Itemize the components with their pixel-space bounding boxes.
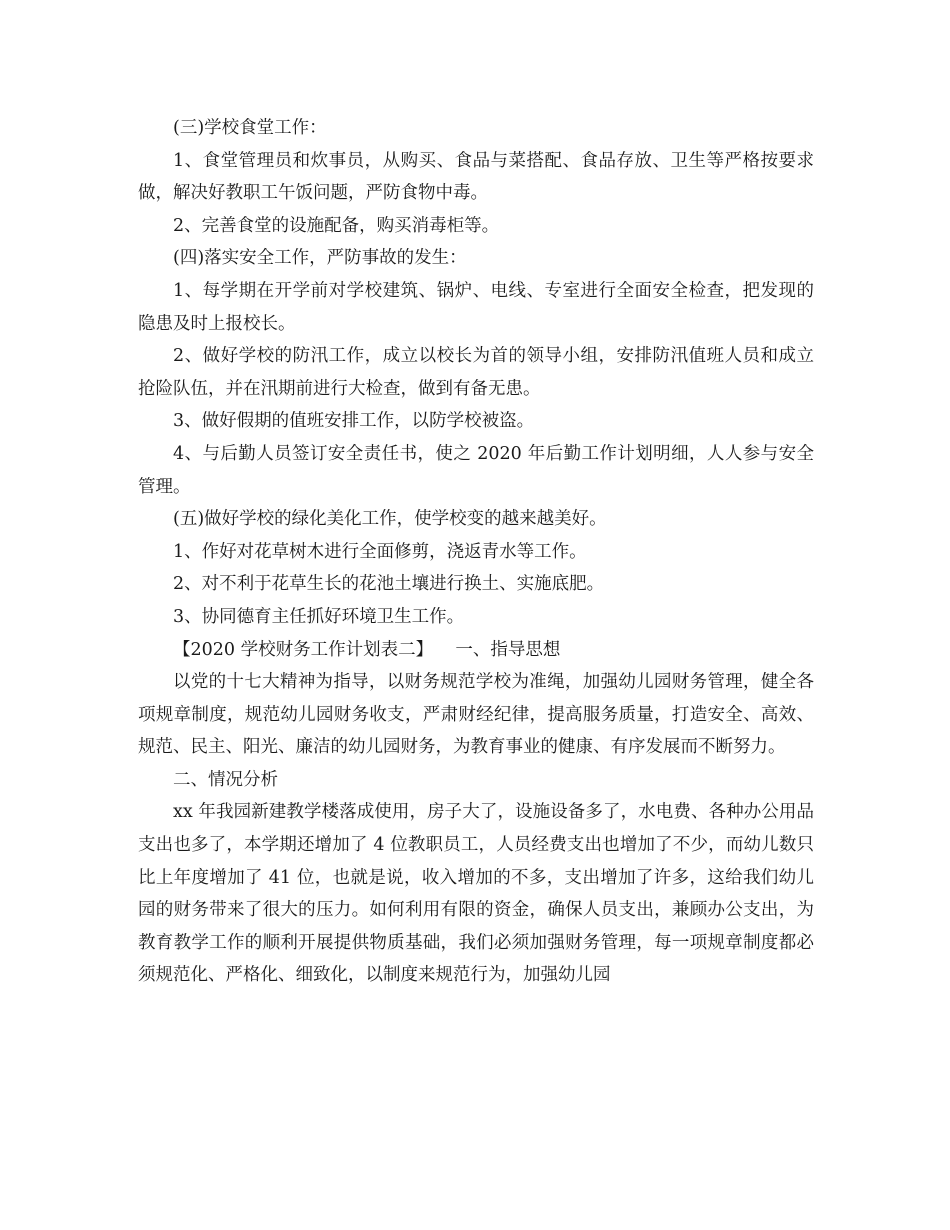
- paragraph-safety-heading: (四)落实安全工作，严防事故的发生：: [173, 248, 467, 269]
- paragraph-guiding-thought: 以党的十七大精神为指导，以财务规范学校为准绳，加强幼儿园财务管理，健全各项规章制度，规范幼儿园财务收支，严肃财经纪律，提高服务质量，打造安全、高效、规范、民主、阳光、廉洁的幼儿园财务，为教育事业的健康、有序发展而不断努力。: [138, 672, 814, 758]
- paragraph-safety-item-3: 3、做好假期的值班安排工作，以防学校被盗。: [173, 411, 535, 432]
- paragraph-safety-item-1: 1、每学期在开学前对学校建筑、锅炉、电线、专室进行全面安全检查，把发现的隐患及时上报校长。: [138, 280, 814, 334]
- paragraph-greening-heading: (五)做好学校的绿化美化工作，使学校变的越来越美好。: [173, 509, 607, 530]
- paragraph-safety-item-2: 2、做好学校的防汛工作，成立以校长为首的领导小组，安排防汛值班人员和成立抢险队伍，并在汛期前进行大检查，做到有备无患。: [138, 346, 814, 399]
- paragraph-plan-two-title: 【2020 学校财务工作计划表二】 一、指导思想: [173, 639, 561, 660]
- paragraph-greening-item-3: 3、协同德育主任抓好环境卫生工作。: [173, 606, 465, 627]
- document-body: [138, 112, 814, 992]
- paragraph-greening-item-2: 2、对不利于花草生长的花池土壤进行换土、实施底肥。: [173, 574, 605, 595]
- paragraph-greening-item-1: 1、作好对花草树木进行全面修剪，浇返青水等工作。: [173, 541, 587, 562]
- paragraph-canteen-item-1: 1、食堂管理员和炊事员，从购买、食品与菜搭配、食品存放、卫生等严格按要求做，解决好教职工午饭问题，严防食物中毒。: [138, 150, 814, 204]
- paragraph-situation-heading: 二、情况分析: [173, 769, 278, 790]
- paragraph-canteen-heading: (三)学校食堂工作：: [173, 118, 327, 138]
- paragraph-safety-item-4: 4、与后勤人员签订安全责任书，使之 2020 年后勤工作计划明细，人人参与安全管理。: [138, 443, 814, 497]
- paragraph-canteen-item-2: 2、完善食堂的设施配备，购买消毒柜等。: [173, 215, 500, 236]
- paragraph-situation-analysis: xx 年我园新建教学楼落成使用，房子大了，设施设备多了，水电费、各种办公用品支出也多了，本学期还增加了 4 位教职员工，人员经费支出也增加了不少，而幼儿数只比上年度增加了 41 位，也就是说，收入增加的不多，支出增加了许多，这给我们幼儿园的财务带来了很大的压力。如何利用有限的资金，确保人员支出，兼顾办公支出，为教育教学工作的顺利开展提供物质基础，我们必须加强财务管理，每一项规章制度都必须规范化、严格化、细致化，以制度来规范行为，加强幼儿园: [138, 802, 814, 986]
